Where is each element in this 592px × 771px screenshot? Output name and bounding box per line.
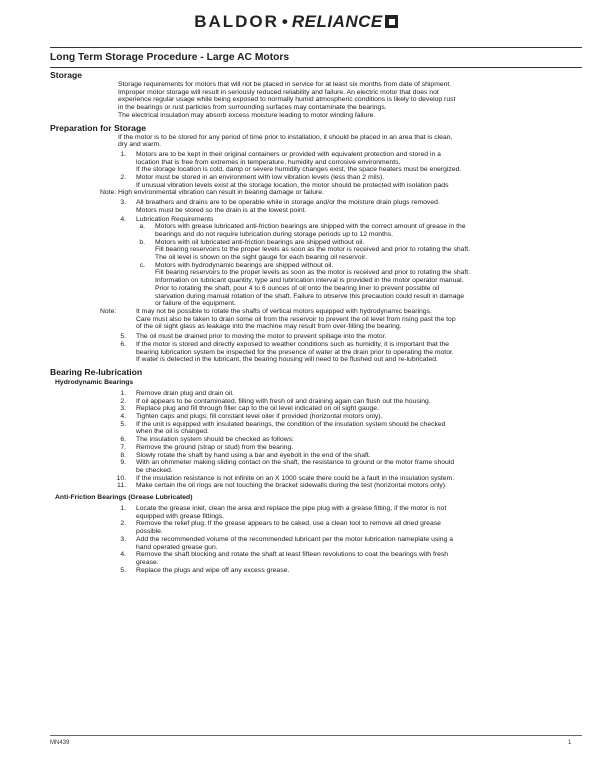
lube-sub-b-text: Motors with oil lubricated anti-friction bearings are shipped without oil. <box>155 238 365 246</box>
hydro-step-5-text: when the oil is changed. <box>136 428 209 436</box>
prep-note-2-number: Note: <box>100 307 117 315</box>
prep-note-1 <box>0 189 592 197</box>
grease-step-4 <box>0 551 592 559</box>
prep-intro-line: If the motor is to be stored for any period of time prior to installation, it should be placed in an area that is clean, <box>118 133 453 141</box>
lube-sub-c-text: or failure of the equipment. <box>155 300 236 308</box>
grease-step-3-cont <box>0 544 592 552</box>
hydro-step-5-cont <box>0 428 592 436</box>
subheading-anti-friction: Anti-Friction Bearings (Grease Lubricated) <box>55 494 193 502</box>
prep-item-6-text: If the motor is stored and directly exposed to weather conditions such as humidity, it is important that the <box>136 340 450 348</box>
prep-item-4-number: 4. <box>120 215 126 223</box>
prep-note-1-number: Note: <box>100 189 117 197</box>
hydro-step-1-number: 1. <box>120 389 126 397</box>
lube-sub-b <box>0 239 592 247</box>
prep-item-1-text: location that is free from extremes in temperature, humidity and corrosive environments. <box>136 158 401 166</box>
lube-sub-a-text: bearings and do not require lubrication during storage periods up to 12 months. <box>155 230 394 238</box>
prep-note-2-cont <box>0 316 592 324</box>
prep-item-4 <box>0 216 592 224</box>
prep-item-5-number: 5. <box>120 333 126 341</box>
storage-paragraph-line: Storage requirements for motors that will not be placed in service for at least six months from date of shipment. <box>118 81 452 88</box>
prep-item-1-text: If the storage location is cold, damp or severe humidity changes exist, the space heaters must be energized. <box>136 166 462 174</box>
hydro-step-3-text: Replace plug and fill through filler cap to the oil level indicated on oil sight gauge. <box>136 405 379 413</box>
hydro-step-4-text: Tighten caps and plugs; fill constant level oiler if provided (horizontal motors only). <box>136 413 383 421</box>
brand-separator: • <box>281 12 289 31</box>
storage-paragraph-line: The electrical insulation may absorb excess moisture leading to motor winding failure. <box>118 111 376 119</box>
brand-logo <box>0 12 592 32</box>
subheading-hydrodynamic: Hydrodynamic Bearings <box>55 378 134 386</box>
hydro-step-4-number: 4. <box>120 413 126 421</box>
hydro-step-8-number: 8. <box>120 451 126 459</box>
brand-name-reliance: RELIANCE <box>291 12 383 31</box>
prep-note-1-text: High environmental vibration can result in bearing damage or failure. <box>118 189 324 197</box>
document-body <box>0 70 592 574</box>
grease-step-2 <box>0 520 592 528</box>
hydro-step-6-number: 6. <box>120 436 126 444</box>
hydro-step-11-text: Make certain the oil rings are not touching the bracket sidewalls during the test (horizontal motors only). <box>136 482 447 490</box>
lube-sub-b-cont <box>0 246 592 254</box>
lube-sub-c-cont <box>0 293 592 301</box>
hydro-step-9-cont <box>0 467 592 475</box>
prep-item-6-cont <box>0 356 592 364</box>
section-heading-relubrication: Bearing Re-lubrication <box>50 366 143 377</box>
hydro-step-11 <box>0 482 592 490</box>
hydro-step-5-text: If the unit is equipped with insulated bearings, the condition of the insulation system should be checked <box>136 420 446 428</box>
brand-mark-icon <box>385 15 398 28</box>
section-heading-storage: Storage <box>50 70 82 80</box>
storage-paragraph-line: Improper motor storage will result in seriously reduced reliability and failure. An electric motor that does not <box>118 88 439 96</box>
prep-note-2-text: It may not be possible to rotate the shafts of vertical motors equipped with hydrodynamic bearings. <box>136 307 432 315</box>
storage-paragraph-line: experience regular usage while being exposed to normally humid atmospheric conditions is likely to develop rust <box>118 96 456 104</box>
prep-note-2 <box>0 308 592 316</box>
hydro-step-6-text: The insulation system should be checked as follows: <box>136 436 294 444</box>
hydro-step-2 <box>0 398 592 406</box>
title-top-rule <box>50 47 582 48</box>
prep-item-2-cont <box>0 182 592 190</box>
prep-item-2-number: 2. <box>120 174 126 182</box>
grease-step-4-text: Remove the shaft blocking and rotate the shaft at least fifteen revolutions to coat the bearings with fresh <box>136 551 449 559</box>
grease-step-5 <box>0 567 592 575</box>
hydro-step-10 <box>0 475 592 483</box>
hydro-step-1-text: Remove drain plug and drain oil. <box>136 389 234 397</box>
prep-item-1 <box>0 151 592 159</box>
prep-item-3-text: All breathers and drains are to be operable while in storage and/or the moisture drain plugs removed. <box>136 199 440 207</box>
grease-step-3-text: Add the recommended volume of the recommended lubricant per the motor lubrication nameplate using a <box>136 535 453 543</box>
grease-step-2-cont <box>0 528 592 536</box>
prep-note-2-text: of the oil sight glass as leakage into the machine may result from over-filling the bearing. <box>136 323 402 331</box>
grease-step-1-cont <box>0 513 592 521</box>
hydro-step-1 <box>0 390 592 398</box>
lube-sub-c-text: Information on lubricant quantity, type and lubrication interval is provided in the motor operator manual. <box>155 277 464 285</box>
lube-sub-a-cont <box>0 231 592 239</box>
prep-note-2-cont <box>0 323 592 331</box>
section-heading-preparation: Preparation for Storage <box>50 122 146 133</box>
grease-step-1 <box>0 505 592 513</box>
lube-sub-a-number: a. <box>139 223 145 231</box>
prep-intro-line: dry and warm. <box>118 141 162 149</box>
hydro-step-2-text: If oil appears to be contaminated, filling with fresh oil and draining again can flush out the housing. <box>136 397 431 405</box>
prep-item-2 <box>0 174 592 182</box>
hydro-step-4 <box>0 413 592 421</box>
title-bottom-rule <box>50 67 582 68</box>
hydro-step-6 <box>0 436 592 444</box>
hydro-step-3 <box>0 405 592 413</box>
hydro-step-2-number: 2. <box>120 397 126 405</box>
lube-sub-c-cont <box>0 300 592 308</box>
hydro-step-5-number: 5. <box>120 420 126 428</box>
hydro-step-9 <box>0 459 592 467</box>
lube-sub-a-text: Motors with grease lubricated anti-friction bearings are shipped with the correct amount of grease in the <box>155 223 466 231</box>
prep-item-3-number: 3. <box>120 199 126 207</box>
grease-step-3 <box>0 536 592 544</box>
lube-sub-b-text: The oil level is shown on the sight gauge for each bearing oil reservoir. <box>155 254 367 262</box>
lube-sub-c-text: Motors with hydrodynamic bearings are shipped without oil. <box>155 261 334 269</box>
grease-step-4-number: 4. <box>120 551 126 559</box>
storage-paragraph-line: in the bearings or rust particles from surrounding surfaces may contaminate the bearings. <box>118 104 387 112</box>
hydro-step-10-text: If the insulation resistance is not infinite on an X 1000 scale there could be a fault in the insulation system. <box>136 474 455 482</box>
hydro-step-9-number: 9. <box>120 459 126 467</box>
prep-item-6 <box>0 341 592 349</box>
lube-sub-c-number: c. <box>139 261 145 269</box>
prep-item-3 <box>0 199 592 207</box>
prep-item-1-number: 1. <box>120 150 126 158</box>
prep-item-4-text: Lubrication Requirements <box>136 215 214 223</box>
hydro-step-7-number: 7. <box>120 443 126 451</box>
prep-item-2-text: Motor must be stored in an environment with low vibration levels (less than 2 mils). <box>136 174 385 182</box>
lube-sub-b-number: b. <box>139 238 145 246</box>
footer-doc-id: MN439 <box>50 740 70 746</box>
grease-step-4-text: grease. <box>136 558 159 566</box>
hydro-step-7 <box>0 444 592 452</box>
lube-sub-a <box>0 223 592 231</box>
hydro-step-5 <box>0 421 592 429</box>
grease-step-1-text: equipped with grease fittings. <box>136 512 225 520</box>
grease-step-3-number: 3. <box>120 535 126 543</box>
hydro-step-9-text: be checked. <box>136 466 173 474</box>
grease-step-1-number: 1. <box>120 505 126 513</box>
grease-step-5-text: Replace the plugs and wipe off any excess grease. <box>136 566 290 574</box>
grease-step-2-number: 2. <box>120 520 126 528</box>
grease-step-4-cont <box>0 559 592 567</box>
brand-name-baldor: BALDOR <box>194 12 279 31</box>
footer-rule <box>50 735 582 736</box>
prep-item-6-text: bearing lubrication system be inspected for the presence of water at the drain prior to operating the motor. <box>136 348 454 356</box>
hydro-step-8 <box>0 452 592 460</box>
grease-step-2-text: possible. <box>136 528 163 536</box>
prep-item-1-cont <box>0 166 592 174</box>
prep-item-3-text: Motors must be stored so the drain is at the lowest point. <box>136 206 307 214</box>
grease-step-5-number: 5. <box>120 566 126 574</box>
lube-sub-c-cont <box>0 277 592 285</box>
lube-sub-c-text: starvation during manual rotation of the shaft. Failure to observe this precaution could result in damage <box>155 292 465 300</box>
lube-sub-c-text: Prior to rotating the shaft, pour 4 to 6 ounces of oil onto the bearing liner to prevent possible oil <box>155 284 440 292</box>
hydro-step-8-text: Slowly rotate the shaft by hand using a bar and eyebolt in the end of the shaft. <box>136 451 371 459</box>
lube-sub-b-text: Fill bearing reservoirs to the proper levels as soon as the motor is received and prior to rotating the shaft. <box>155 246 471 254</box>
footer-page-number: 1 <box>568 740 572 746</box>
lube-sub-c <box>0 262 592 270</box>
lube-sub-c-cont <box>0 269 592 277</box>
prep-item-5 <box>0 333 592 341</box>
prep-item-5-text: The oil must be drained prior to moving the motor to prevent spillage into the motor. <box>136 333 387 341</box>
grease-step-2-text: Remove the relief plug. If the grease appears to be caked, use a clean tool to remove all dried grease <box>136 520 441 528</box>
prep-item-6-number: 6. <box>120 340 126 348</box>
grease-step-3-text: hand operated grease gun. <box>136 543 218 551</box>
lube-sub-c-cont <box>0 285 592 293</box>
grease-step-1-text: Locate the grease inlet, clean the area and replace the pipe plug with a grease fitting, if the motor is not <box>136 505 447 513</box>
hydro-step-3-number: 3. <box>120 405 126 413</box>
prep-item-6-cont <box>0 349 592 357</box>
prep-item-6-text: If water is detected in the lubricant, the bearing housing will need to be flushed out and re-lubricated. <box>136 356 438 364</box>
hydro-step-7-text: Remove the ground (strap or stud) from the bearing. <box>136 443 294 451</box>
hydro-step-10-number: 10. <box>116 474 126 482</box>
hydro-step-9-text: With an ohmmeter making sliding contact on the shaft, the resistance to ground or the motor frame should <box>136 459 455 467</box>
prep-item-2-text: If unusual vibration levels exist at the storage location, the motor should be protected with isolation pads <box>136 181 449 189</box>
prep-item-3-cont <box>0 207 592 215</box>
page-title: Long Term Storage Procedure - Large AC Motors <box>50 52 290 63</box>
prep-note-2-text: Care must also be taken to drain some oil from the reservoir to prevent the oil level from rising past the top <box>136 315 456 323</box>
lube-sub-c-text: Fill bearing reservoirs to the proper levels as soon as the motor is received and prior to rotating the shaft. <box>155 269 471 277</box>
hydro-step-11-number: 11. <box>117 482 126 490</box>
prep-item-1-text: Motors are to be kept in their original containers or provided with equivalent protection and stored in a <box>136 150 441 158</box>
lube-sub-b-cont <box>0 254 592 262</box>
prep-item-1-cont <box>0 159 592 167</box>
